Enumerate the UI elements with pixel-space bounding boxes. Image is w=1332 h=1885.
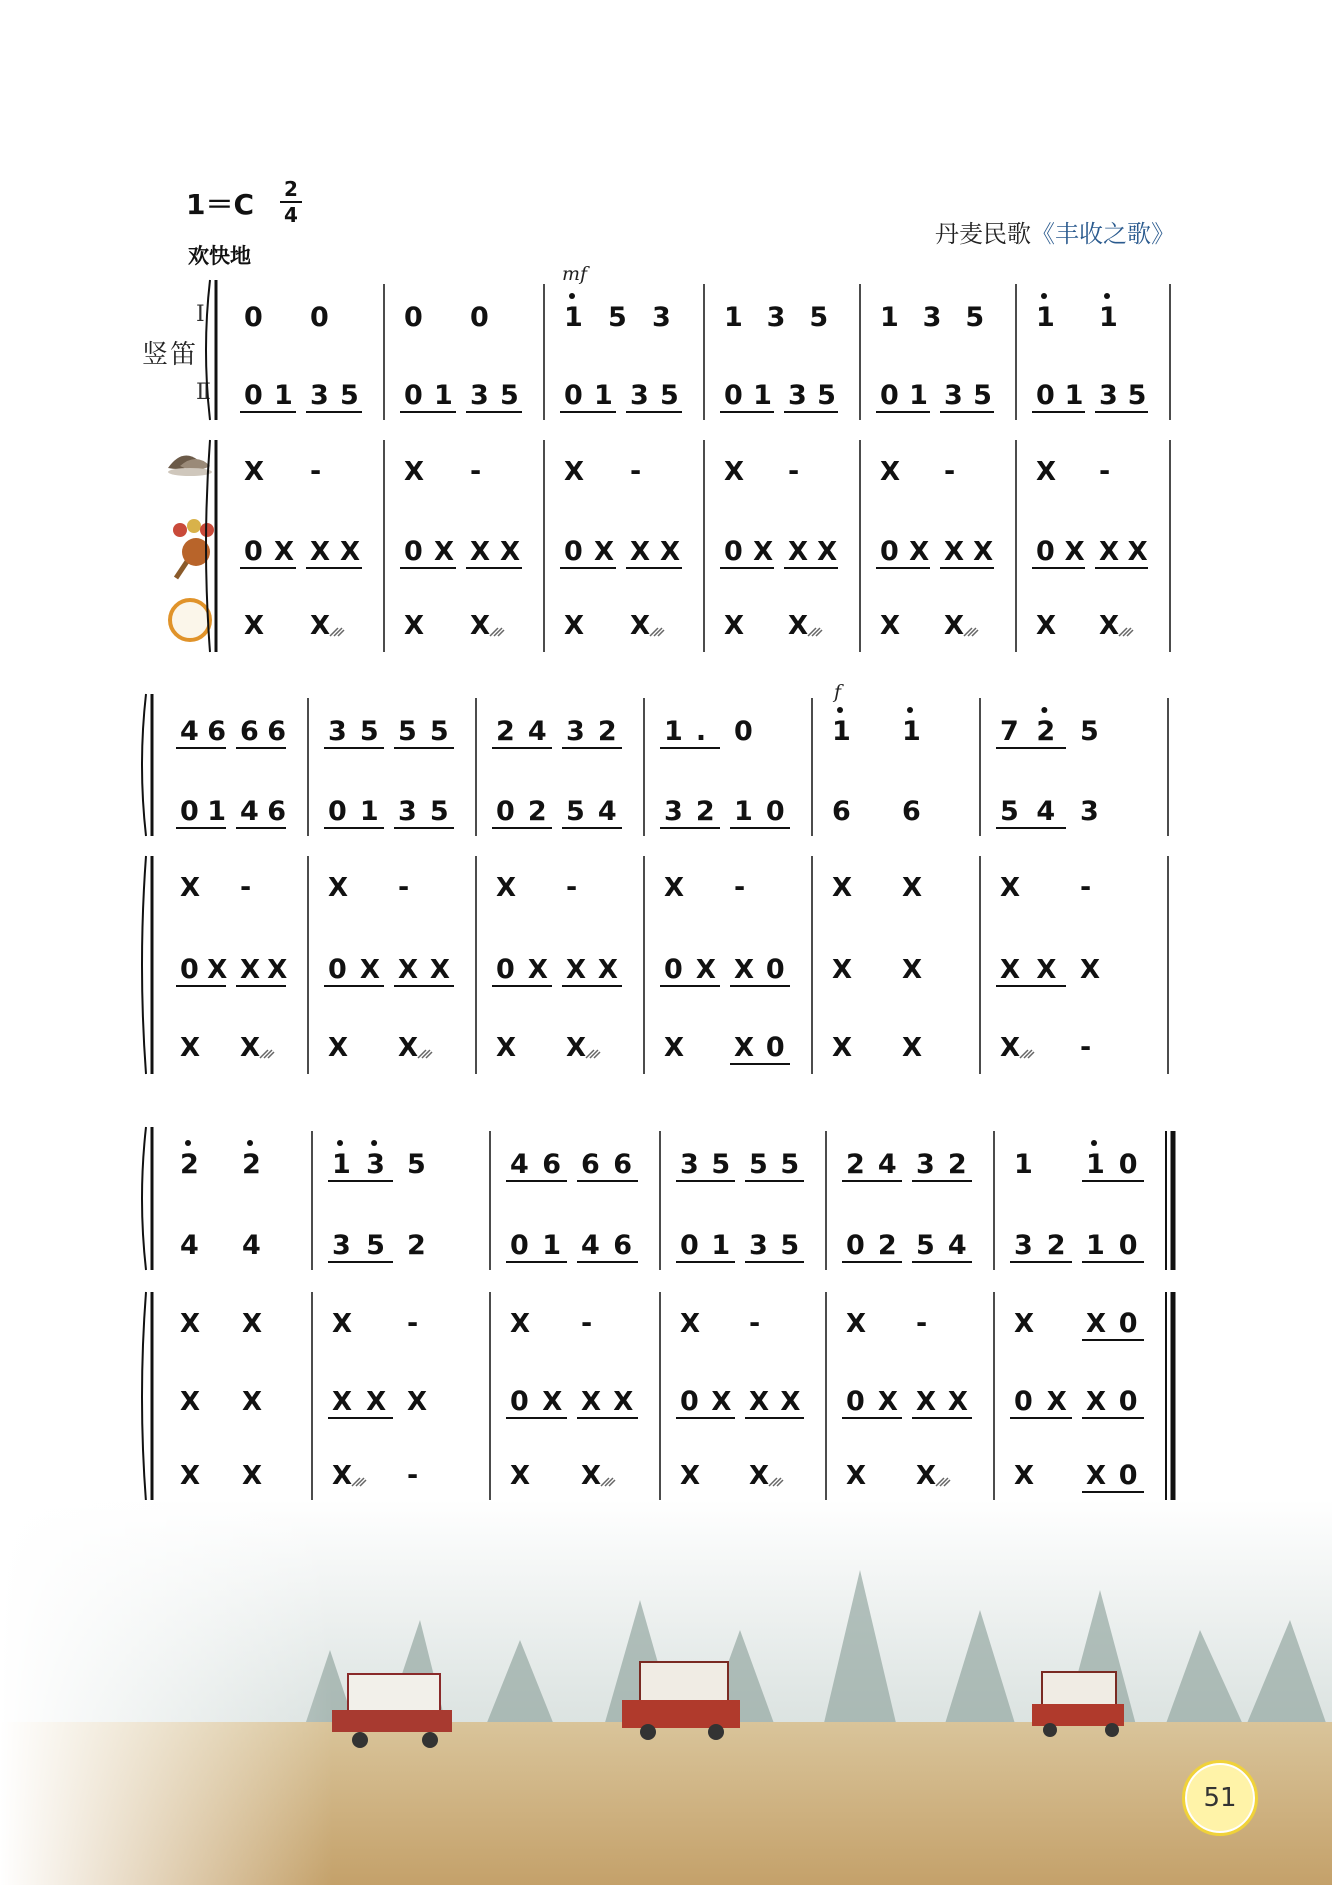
score-note: X xyxy=(581,1387,602,1417)
score-note: X xyxy=(207,955,228,985)
score-note: 0 xyxy=(180,796,199,827)
score-note: 6 xyxy=(267,716,287,747)
score-note: X xyxy=(510,1309,531,1339)
score-note: X xyxy=(244,611,265,641)
score-note: - xyxy=(310,456,322,487)
score-note: X xyxy=(310,537,331,567)
credit-origin: 丹麦民歌 xyxy=(935,220,1031,248)
score-note: X xyxy=(310,611,331,641)
tambourine-drum-icon xyxy=(170,600,210,640)
score-note: X xyxy=(434,537,455,567)
score-note: 2 xyxy=(242,1149,261,1180)
score-note: X xyxy=(916,1387,937,1417)
score-note: 1 xyxy=(753,380,772,411)
score-note: 0 xyxy=(1036,536,1055,567)
score-note: 0 xyxy=(244,536,263,567)
score-note: X xyxy=(877,1387,898,1417)
score-note: 5 xyxy=(711,1149,731,1180)
tempo-marking: 欢快地 xyxy=(188,244,251,268)
score-note: 0 xyxy=(846,1230,865,1261)
score-note: 2 xyxy=(846,1149,865,1180)
score-note: X xyxy=(664,1033,685,1063)
score-note: 5 xyxy=(817,380,836,411)
score-note: X xyxy=(566,1033,587,1063)
score-note: 1 xyxy=(207,796,227,827)
score-note: 4 xyxy=(1036,796,1056,827)
dynamic-f: f xyxy=(834,681,842,703)
score-note: 4 xyxy=(510,1149,529,1180)
score-note: 1 xyxy=(332,1149,351,1180)
score-note: 7 xyxy=(1000,716,1019,747)
score-note: X xyxy=(817,537,838,567)
score-note: 0 xyxy=(680,1230,699,1261)
score-note: - xyxy=(916,1308,928,1339)
score-note: - xyxy=(407,1460,419,1491)
score-note: 5 xyxy=(429,796,449,827)
score-note: X xyxy=(359,955,380,985)
score-note: X xyxy=(695,955,716,985)
score-note: X xyxy=(734,955,755,985)
score-note: 4 xyxy=(581,1230,600,1261)
score-note: 3 xyxy=(652,302,671,333)
score-note: 5 xyxy=(340,380,359,411)
score-note: 1 xyxy=(274,380,293,411)
score-note: X xyxy=(398,1033,419,1063)
score-note: X xyxy=(180,1309,201,1339)
score-note: X xyxy=(944,537,965,567)
score-note: X xyxy=(1000,1033,1021,1063)
score-note: X xyxy=(1099,611,1120,641)
score-note: 1 xyxy=(1064,380,1084,411)
score-note: X xyxy=(398,955,419,985)
score-note: 3 xyxy=(1014,1230,1033,1261)
score-note: 5 xyxy=(398,716,417,747)
score-note: 3 xyxy=(664,796,683,827)
score-note: X xyxy=(902,1033,923,1063)
score-note: - xyxy=(630,456,642,487)
score-note: X xyxy=(613,1387,634,1417)
score-note: X xyxy=(332,1387,353,1417)
score-note: 0 xyxy=(1118,1460,1138,1491)
score-note: 6 xyxy=(240,716,259,747)
score-note: X xyxy=(328,873,349,903)
score-note: X xyxy=(328,1033,349,1063)
score-note: 0 xyxy=(244,302,263,333)
score-note: 1 xyxy=(1086,1230,1105,1261)
score-note: . xyxy=(695,716,707,747)
score-note: 4 xyxy=(242,1230,261,1261)
score-note: 5 xyxy=(407,1149,426,1180)
score-note: 0 xyxy=(765,796,785,827)
score-note: X xyxy=(734,1033,755,1063)
score-note: 2 xyxy=(407,1230,426,1261)
score-note: 3 xyxy=(398,796,417,827)
score-note: 3 xyxy=(1099,380,1118,411)
score-note: 0 xyxy=(724,380,743,411)
score-note: 0 xyxy=(404,302,423,333)
page-number: 51 xyxy=(1182,1760,1258,1836)
score-note: X xyxy=(332,1309,353,1339)
score-note: X xyxy=(780,1387,801,1417)
score-note: X xyxy=(429,955,450,985)
score-note: X xyxy=(407,1387,428,1417)
score-note: 5 xyxy=(660,380,679,411)
score-note: X xyxy=(832,873,853,903)
score-note: 0 xyxy=(510,1230,529,1261)
score-note: X xyxy=(340,537,361,567)
score-note: X xyxy=(1036,457,1057,487)
score-note: 3 xyxy=(944,380,963,411)
score-note: 0 xyxy=(564,380,583,411)
score-note: X xyxy=(1000,955,1021,985)
score-note: - xyxy=(407,1308,419,1339)
score-note: X xyxy=(404,457,425,487)
score-note: 5 xyxy=(366,1230,385,1261)
score-note: 0 xyxy=(664,954,683,985)
score-note: 0 xyxy=(846,1386,865,1417)
score-note: X xyxy=(242,1461,263,1491)
score-note: X xyxy=(880,611,901,641)
score-note: 1 xyxy=(724,302,743,333)
score-note: 3 xyxy=(470,380,489,411)
score-note: 1 xyxy=(1099,302,1118,333)
score-note: 0 xyxy=(1118,1386,1138,1417)
score-note: X xyxy=(1080,955,1101,985)
score-note: 3 xyxy=(749,1230,768,1261)
harvest-photo xyxy=(0,1500,1332,1885)
score-note: X xyxy=(180,1461,201,1491)
score-note: X xyxy=(496,1033,517,1063)
score-note: X xyxy=(788,611,809,641)
score-note: 3 xyxy=(922,302,942,333)
score-note: 0 xyxy=(734,716,753,747)
score-note: X xyxy=(788,537,809,567)
score-note: - xyxy=(749,1308,761,1339)
score-note: X xyxy=(566,955,587,985)
score-note: 6 xyxy=(542,1149,562,1180)
score-note: 3 xyxy=(566,716,585,747)
score-note: X xyxy=(1000,873,1021,903)
score-note: 0 xyxy=(724,536,743,567)
score-note: 4 xyxy=(180,1230,199,1261)
score-note: 2 xyxy=(597,716,617,747)
score-note: 4 xyxy=(240,796,259,827)
score-note: 3 xyxy=(788,380,807,411)
score-note: - xyxy=(1080,1032,1092,1063)
score-note: 1 xyxy=(1014,1149,1033,1180)
score-note: X xyxy=(753,537,774,567)
score-note: 1 xyxy=(1086,1149,1105,1180)
score-note: X xyxy=(496,873,517,903)
score-note: 5 xyxy=(359,716,379,747)
score-note: X xyxy=(916,1461,937,1491)
score-note: 3 xyxy=(328,716,347,747)
score-note: - xyxy=(470,456,482,487)
score-note: 0 xyxy=(244,380,263,411)
score-note: X xyxy=(527,955,548,985)
score-note: 5 xyxy=(566,796,585,827)
score-note: 0 xyxy=(564,536,583,567)
score-note: 3 xyxy=(332,1230,351,1261)
score-note: X xyxy=(832,955,853,985)
time-signature: 2 4 xyxy=(280,178,302,226)
score-note: 0 xyxy=(470,302,489,333)
score-note: 5 xyxy=(973,380,992,411)
score-note: 2 xyxy=(947,1149,967,1180)
score-note: 3 xyxy=(310,380,329,411)
score-note: 6 xyxy=(902,796,921,827)
score-note: 5 xyxy=(608,302,627,333)
score-note: 1 xyxy=(734,796,753,827)
score-note: 5 xyxy=(429,716,449,747)
score-note: X xyxy=(1086,1387,1107,1417)
score-note: 5 xyxy=(1127,380,1147,411)
score-note: X xyxy=(244,457,265,487)
score-note: X xyxy=(902,955,923,985)
score-note: X xyxy=(1036,955,1057,985)
score-note: X xyxy=(470,537,491,567)
score-note: 2 xyxy=(877,1230,897,1261)
score-note: X xyxy=(630,611,651,641)
score-note: 0 xyxy=(765,954,785,985)
score-note: 1 xyxy=(1036,302,1055,333)
score-note: 3 xyxy=(1080,796,1099,827)
score-note: X xyxy=(1046,1387,1067,1417)
song-title: 《丰收之歌》 xyxy=(1031,220,1175,248)
score-note: 1 xyxy=(711,1230,731,1261)
score-note: X xyxy=(404,611,425,641)
score-note: X xyxy=(680,1309,701,1339)
score-note: 4 xyxy=(180,716,199,747)
score-note: 0 xyxy=(496,954,515,985)
score-note: 0 xyxy=(328,954,347,985)
score-note: X xyxy=(1014,1309,1035,1339)
score-note: X xyxy=(510,1461,531,1491)
score-note: 2 xyxy=(527,796,547,827)
score-note: 5 xyxy=(809,302,829,333)
score-note: X xyxy=(242,1387,263,1417)
score-note: 6 xyxy=(207,716,227,747)
score-note: X xyxy=(542,1387,563,1417)
score-note: 1 xyxy=(902,716,921,747)
score-note: 5 xyxy=(916,1230,935,1261)
score-note: 0 xyxy=(328,796,347,827)
score-note: 2 xyxy=(496,716,515,747)
part-one-label: Ⅰ xyxy=(196,302,205,327)
castanets-icon xyxy=(168,456,212,477)
score-note: X xyxy=(630,537,651,567)
score-note: X xyxy=(564,611,585,641)
score-note: X xyxy=(274,537,295,567)
score-note: 0 xyxy=(1118,1308,1138,1339)
score-note: X xyxy=(1014,1461,1035,1491)
score-note: - xyxy=(944,456,956,487)
score-note: 0 xyxy=(880,536,899,567)
score-note: X xyxy=(180,1387,201,1417)
score-note: 5 xyxy=(500,380,519,411)
score-note: 2 xyxy=(180,1149,199,1180)
score-note: X xyxy=(1036,611,1057,641)
score-note: X xyxy=(749,1461,770,1491)
score-note: X xyxy=(180,873,201,903)
score-note: X xyxy=(846,1461,867,1491)
score-note: 1 xyxy=(832,716,851,747)
score-note: X xyxy=(240,1033,261,1063)
score-note: 6 xyxy=(613,1230,633,1261)
score-note: 0 xyxy=(404,380,423,411)
score-note: - xyxy=(581,1308,593,1339)
score-note: - xyxy=(1080,872,1092,903)
score-note: X xyxy=(724,457,745,487)
score-note: X xyxy=(267,955,288,985)
score-note: 0 xyxy=(404,536,423,567)
score-note: 4 xyxy=(947,1230,967,1261)
score-note: X xyxy=(581,1461,602,1491)
score-note: - xyxy=(788,456,800,487)
score-note: 0 xyxy=(765,1032,785,1063)
score-note: X xyxy=(594,537,615,567)
score-note: 5 xyxy=(965,302,985,333)
score-note: 1 xyxy=(359,796,379,827)
score-note: X xyxy=(947,1387,968,1417)
score-note: X xyxy=(944,611,965,641)
score-note: X xyxy=(1086,1461,1107,1491)
score-note: 0 xyxy=(1118,1230,1138,1261)
score-note: 0 xyxy=(496,796,515,827)
score-note: X xyxy=(332,1461,353,1491)
score-note: 6 xyxy=(581,1149,600,1180)
score-note: X xyxy=(749,1387,770,1417)
score-note: 1 xyxy=(664,716,683,747)
score-note: 0 xyxy=(1118,1149,1138,1180)
score-note: 0 xyxy=(880,380,899,411)
score-note: - xyxy=(398,872,410,903)
score-note: 5 xyxy=(1000,796,1019,827)
score-note: X xyxy=(1099,537,1120,567)
score-note: X xyxy=(366,1387,387,1417)
score-note: 3 xyxy=(630,380,649,411)
score-note: 4 xyxy=(527,716,547,747)
score-note: - xyxy=(240,872,252,903)
score-note: 0 xyxy=(180,954,199,985)
score-note: X xyxy=(973,537,994,567)
sleigh-bells-maracas-icon xyxy=(173,519,214,578)
score-note: 3 xyxy=(366,1149,385,1180)
score-note: X xyxy=(724,611,745,641)
score-note: - xyxy=(1099,456,1111,487)
score-note: 5 xyxy=(749,1149,768,1180)
score-note: - xyxy=(566,872,578,903)
score-note: 3 xyxy=(916,1149,935,1180)
score-note: 6 xyxy=(613,1149,633,1180)
score-note: X xyxy=(597,955,618,985)
score-note: 0 xyxy=(510,1386,529,1417)
score-note: 1 xyxy=(880,302,899,333)
key-signature: 1＝C xyxy=(186,188,255,221)
score-note: X xyxy=(846,1309,867,1339)
score-note: X xyxy=(470,611,491,641)
score-note: 4 xyxy=(877,1149,897,1180)
score-note: 1 xyxy=(434,380,453,411)
score-note: 3 xyxy=(680,1149,699,1180)
score-note: 2 xyxy=(1036,716,1056,747)
score-note: X xyxy=(240,955,261,985)
score-note: X xyxy=(242,1309,263,1339)
score-note: 6 xyxy=(267,796,287,827)
score-note: 1 xyxy=(564,302,583,333)
score-note: 2 xyxy=(695,796,715,827)
score-note: 2 xyxy=(1046,1230,1066,1261)
dynamic-mf: mf xyxy=(562,263,588,285)
recorder-label: 竖笛 xyxy=(142,340,199,370)
score-note: 5 xyxy=(780,1149,800,1180)
score-note: 0 xyxy=(1036,380,1055,411)
score-note: X xyxy=(1086,1309,1107,1339)
part-two-label: Ⅱ xyxy=(196,380,211,405)
score-note: 0 xyxy=(1014,1386,1033,1417)
score-note: 0 xyxy=(680,1386,699,1417)
score-note: 6 xyxy=(832,796,851,827)
score-note: X xyxy=(664,873,685,903)
score-note: X xyxy=(564,457,585,487)
score-note: 1 xyxy=(594,380,613,411)
score-note: 0 xyxy=(310,302,329,333)
score-note: 5 xyxy=(780,1230,800,1261)
score-note: X xyxy=(902,873,923,903)
score-note: X xyxy=(711,1387,732,1417)
score-note: 1 xyxy=(542,1230,562,1261)
score-note: 5 xyxy=(1080,716,1099,747)
score-note: X xyxy=(660,537,681,567)
score-note: X xyxy=(1064,537,1085,567)
score-note: X xyxy=(1127,537,1148,567)
score-note: X xyxy=(880,457,901,487)
score-note: 4 xyxy=(597,796,617,827)
score-note: X xyxy=(832,1033,853,1063)
score-note: X xyxy=(680,1461,701,1491)
score-note: 3 xyxy=(766,302,786,333)
score-note: X xyxy=(500,537,521,567)
score-note: X xyxy=(180,1033,201,1063)
score-note: - xyxy=(734,872,746,903)
score-note: X xyxy=(909,537,930,567)
score-note: 1 xyxy=(909,380,928,411)
